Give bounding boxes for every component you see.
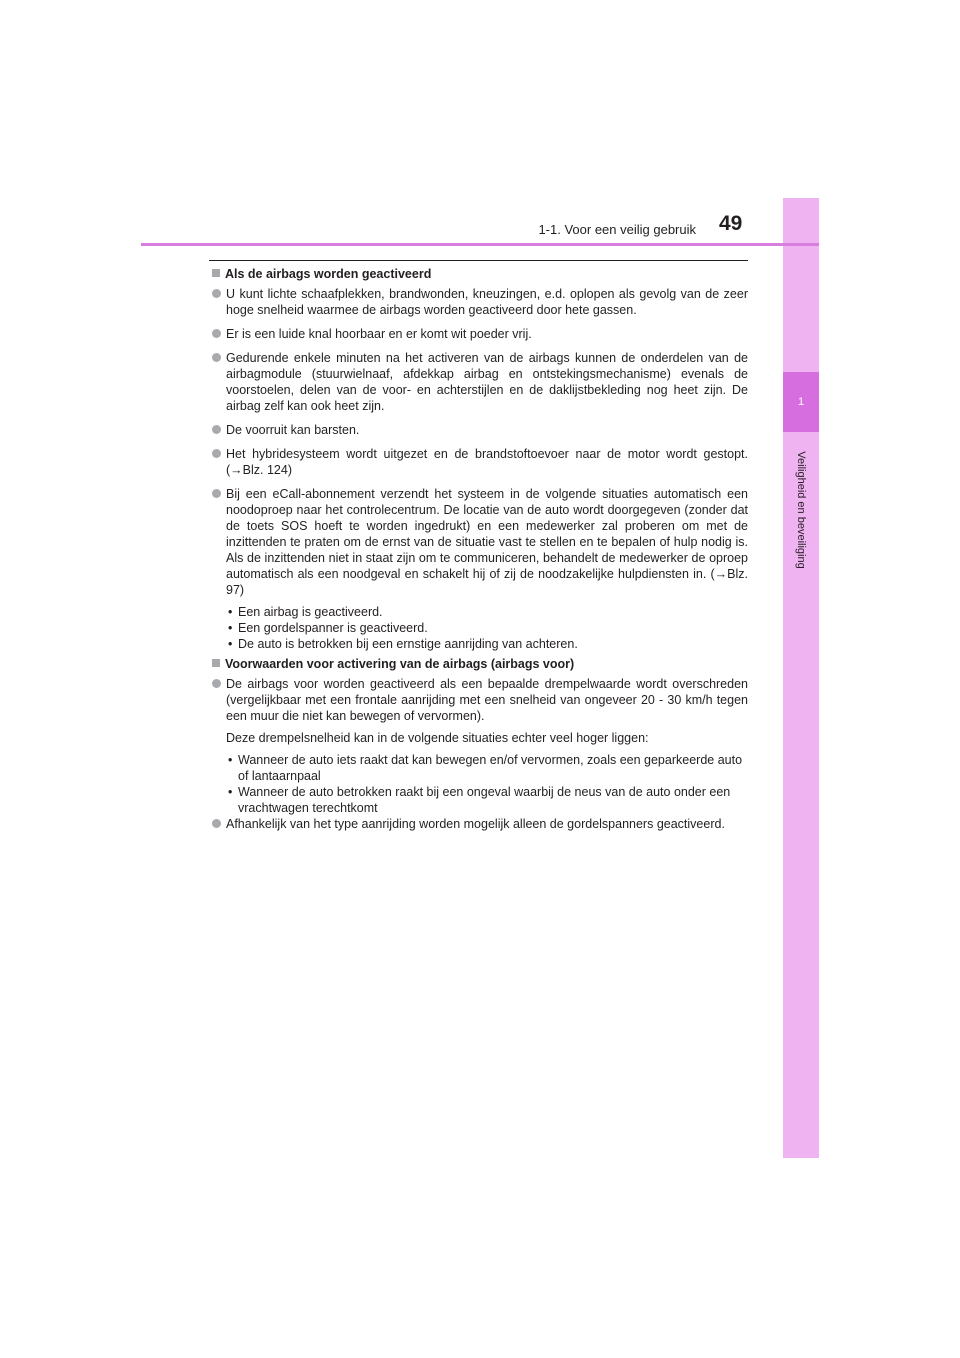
header-divider (141, 243, 819, 246)
content-divider (209, 260, 748, 261)
list-item-text: De voorruit kan barsten. (226, 423, 360, 437)
section-heading (212, 266, 748, 282)
list-item (212, 446, 748, 478)
sub-list-item-text: Een airbag is geactiveerd. (238, 605, 383, 619)
sub-list-item-text: De auto is betrokken bij een ernstige aanrijding van achteren. (238, 637, 578, 651)
circle-bullet-icon (212, 819, 221, 828)
circle-bullet-icon (212, 489, 221, 498)
list-item (212, 676, 748, 724)
circle-bullet-icon (212, 425, 221, 434)
circle-bullet-icon (212, 353, 221, 362)
sub-list-item-text: Wanneer de auto iets raakt dat kan bewegen en/of vervormen, zoals een geparkeerde auto of lantaarnpaal (238, 753, 743, 783)
list-item (212, 422, 748, 438)
sub-bullet: • (228, 753, 233, 767)
list-item (212, 486, 748, 598)
square-bullet-icon (212, 659, 220, 667)
heading-text: Voorwaarden voor activering van de airbags (airbags voor) (225, 657, 575, 671)
list-item-text: Gedurende enkele minuten na het activeren van de airbags kunnen de onderdelen van de airbagmodule (stuurwielnaaf, afdekkap airbag en ontstekingsmechanisme) evenals de voorstoelen, delen van de voor- en achterstijlen en de daklijstbekleding nog heet zijn. De airbag zelf kan ook heet zijn. (226, 351, 748, 413)
sub-bullet: • (228, 637, 233, 651)
section-title: 1-1. Voor een veilig gebruik (538, 222, 696, 237)
list-item-text: U kunt lichte schaafplekken, brandwonden, kneuzingen, e.d. oplopen als gevolg van de zeer hoge snelheid waarmee de airbags worden geactiveerd door hete gassen. (226, 287, 748, 317)
list-item (212, 326, 748, 342)
page-content (212, 266, 748, 840)
circle-bullet-icon (212, 679, 221, 688)
circle-bullet-icon (212, 329, 221, 338)
side-tab (783, 198, 819, 1158)
section-heading (212, 656, 748, 672)
square-bullet-icon (212, 269, 220, 277)
list-item-text: Bij een eCall-abonnement verzendt het systeem in de volgende situaties automatisch een noodoproep naar het controlecentrum. De locatie van de auto wordt doorgegeven (zonder dat de toets SOS hoeft te worden ingedrukt) en een medewerker zal proberen om met de inzittenden te praten om de ernst van de situatie vast te stellen en te bepalen of hulp nodig is. Als de inzittenden niet in staat zijn om te communiceren, behandelt de medewerker de oproep automatisch als een noodgeval en schakelt hij of zij de noodzakelijke hulpdiensten in. (→Blz. 97) (226, 487, 748, 597)
list-item-text: Afhankelijk van het type aanrijding worden mogelijk alleen de gordelspanners geactiveerd. (226, 817, 725, 831)
sub-list-item (212, 604, 748, 620)
page-number: 49 (719, 212, 743, 235)
sub-bullet: • (228, 785, 233, 799)
list-item-text: Het hybridesysteem wordt uitgezet en de brandstoftoevoer naar de motor wordt gestopt. (→Blz. 124) (226, 447, 748, 477)
sub-list-item-text: Wanneer de auto betrokken raakt bij een ongeval waarbij de neus van de auto onder een vrachtwagen terechtkomt (238, 785, 731, 815)
list-item-text: Er is een luide knal hoorbaar en er komt wit poeder vrij. (226, 327, 532, 341)
list-item (212, 286, 748, 318)
sub-list (212, 604, 748, 652)
sub-list-item (212, 636, 748, 652)
sub-list-item-text: Een gordelspanner is geactiveerd. (238, 621, 428, 635)
chapter-number-tab (783, 372, 819, 432)
sub-list-item (212, 784, 748, 816)
circle-bullet-icon (212, 449, 221, 458)
chapter-label: Veiligheid en beveiliging (795, 451, 807, 569)
chapter-number: 1 (797, 396, 805, 408)
list-item (212, 816, 748, 832)
circle-bullet-icon (212, 289, 221, 298)
sub-list (212, 752, 748, 816)
list-item (212, 350, 748, 414)
sub-bullet: • (228, 621, 233, 635)
sub-list-item (212, 620, 748, 636)
heading-text: Als de airbags worden geactiveerd (225, 267, 432, 281)
sub-bullet: • (228, 605, 233, 619)
sub-list-item (212, 752, 748, 784)
paragraph: Deze drempelsnelheid kan in de volgende situaties echter veel hoger liggen: (226, 731, 649, 745)
list-item-text: De airbags voor worden geactiveerd als een bepaalde drempelwaarde wordt overschreden (vergelijkbaar met een frontale aanrijding met een snelheid van ongeveer 20 - 30 km/h tegen een muur die niet kan bewegen of vervormen). (226, 677, 748, 723)
